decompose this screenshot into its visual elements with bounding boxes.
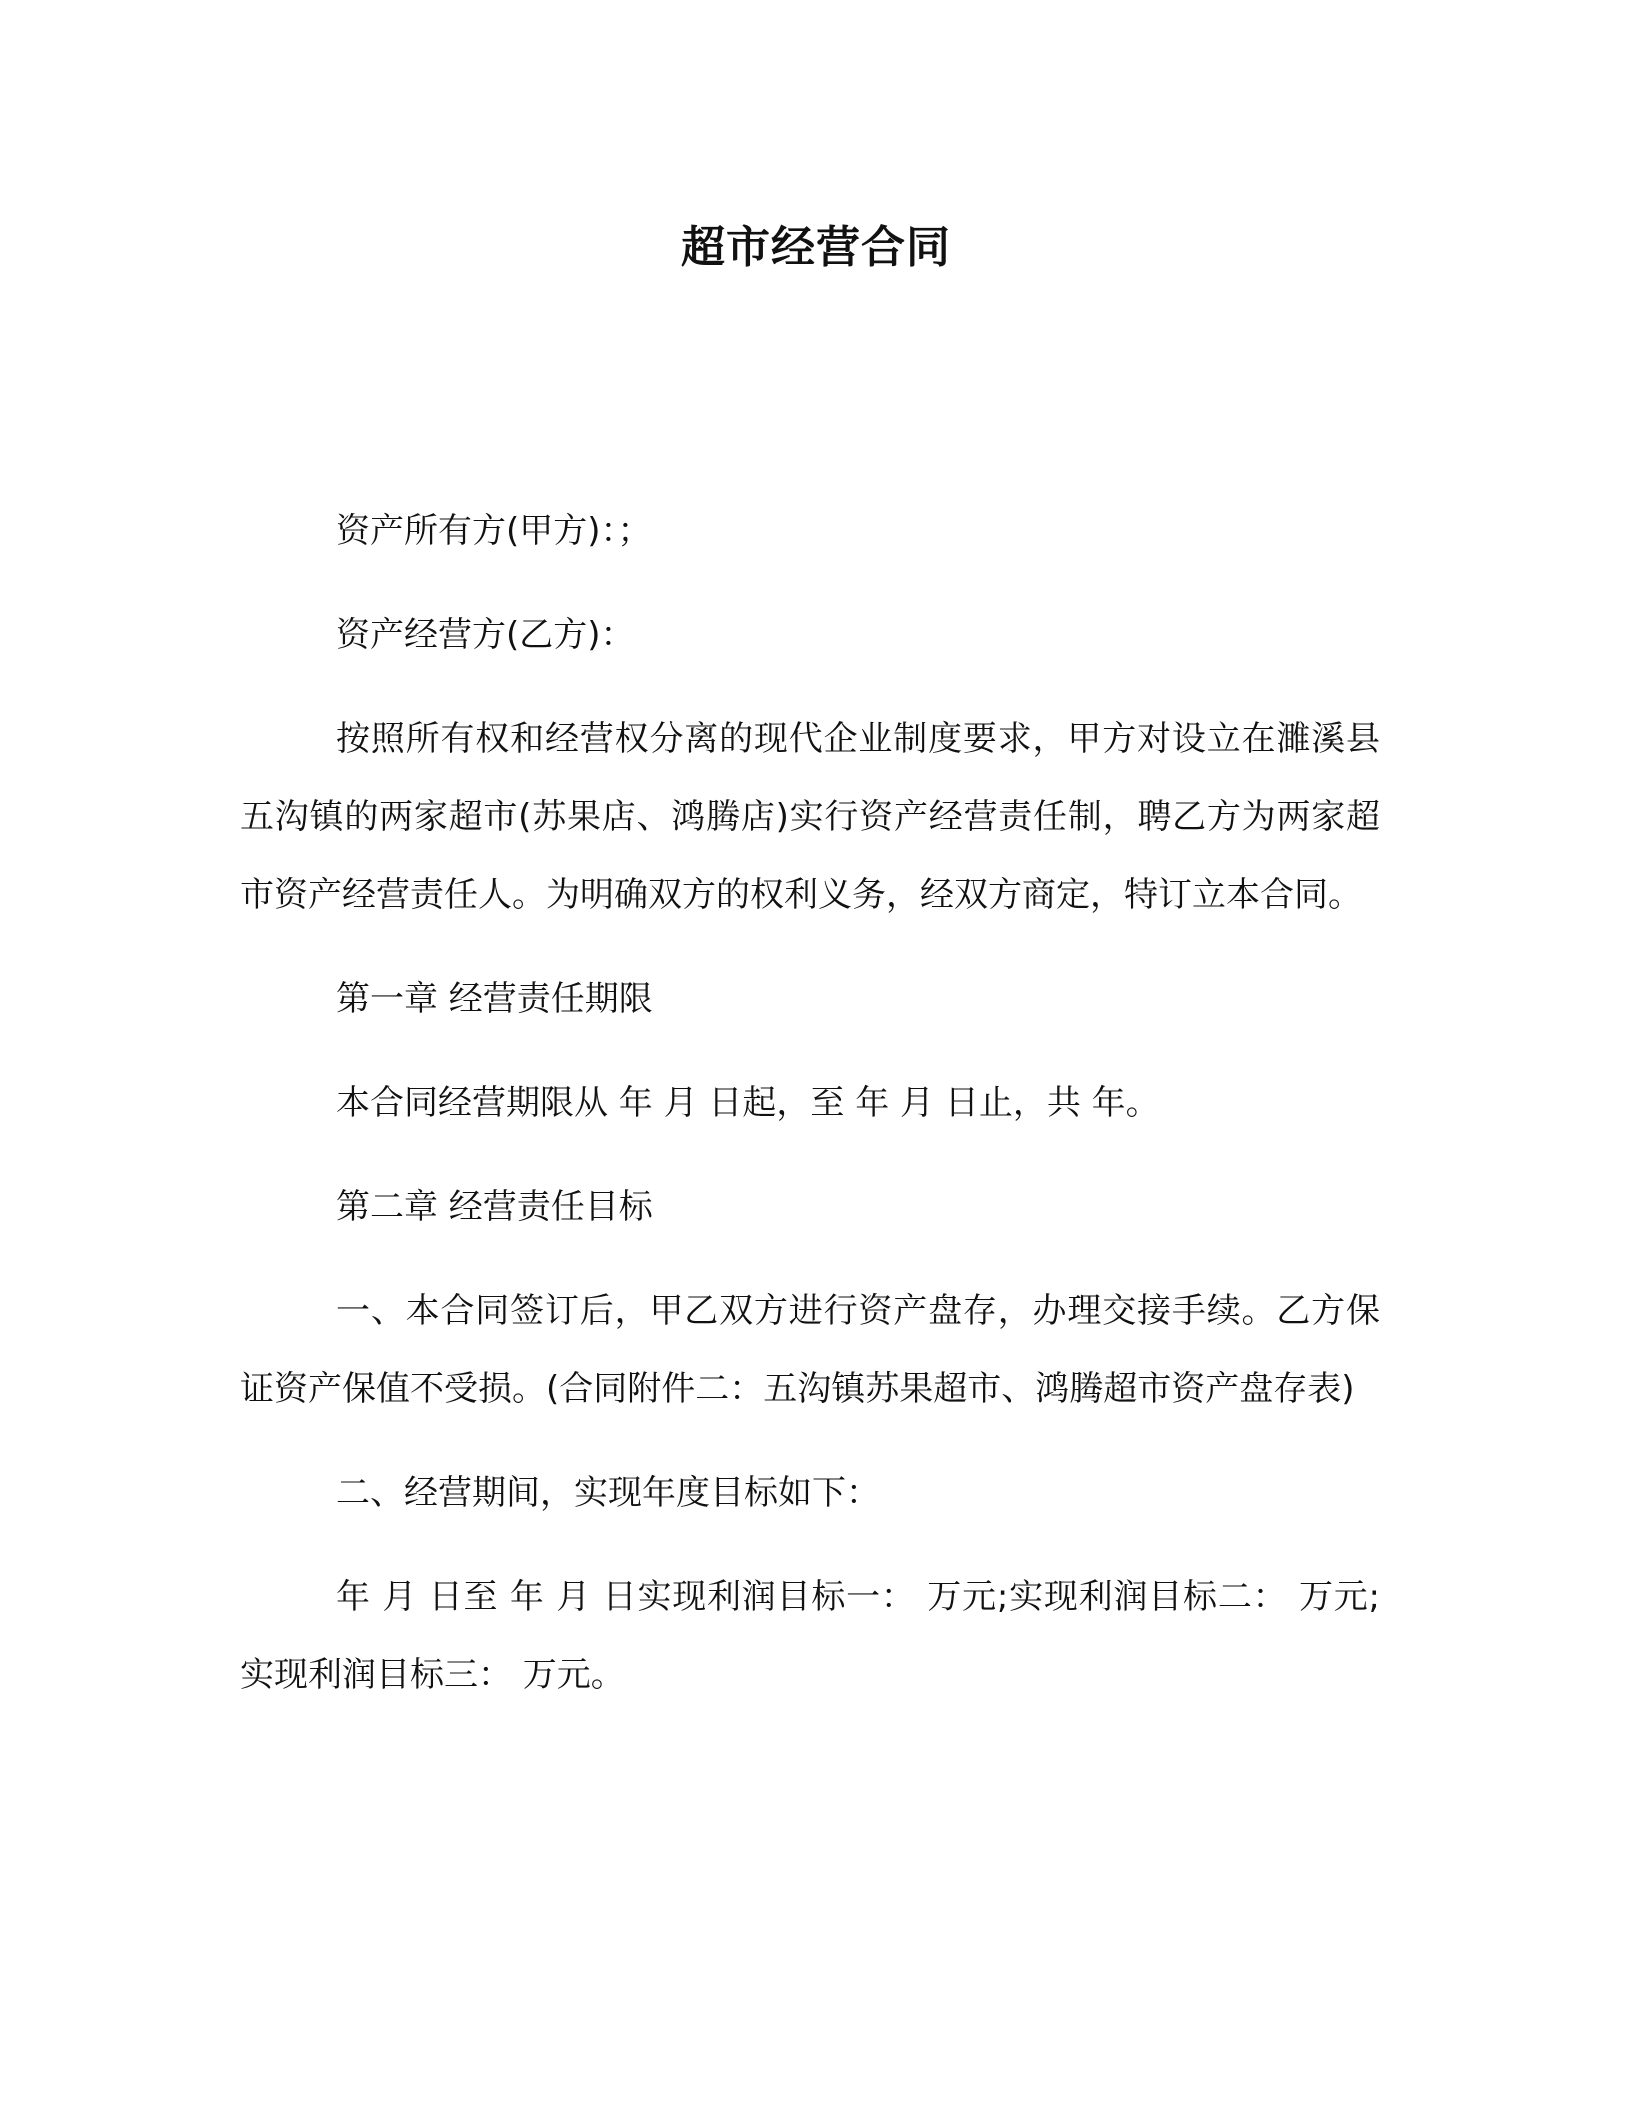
chapter-1-heading: 第一章 经营责任期限 xyxy=(336,979,653,1019)
party-b-line: 资产经营方(乙方)： xyxy=(336,615,635,655)
preamble-paragraph: 按照所有权和经营权分离的现代企业制度要求，甲方对设立在濉溪县五沟镇的两家超市(苏果店、鸿腾店)实行资产经营责任制，聘乙方为两家超市资产经营责任人。为明确双方的权利义务，经双方商定，特订立本合同。 xyxy=(240,719,1380,915)
term-paragraph: 本合同经营期限从 年 月 日起，至 年 月 日止，共 年。 xyxy=(336,1083,1160,1123)
party-a-line: 资产所有方(甲方)：； xyxy=(336,511,652,551)
document-body xyxy=(240,492,1380,1714)
profit-targets-paragraph: 年 月 日至 年 月 日实现利润目标一： 万元;实现利润目标二： 万元;实现利润目标三： 万元。 xyxy=(240,1577,1380,1695)
clause-1-paragraph: 一、本合同签订后，甲乙双方进行资产盘存，办理交接手续。乙方保证资产保值不受损。(合同附件二：五沟镇苏果超市、鸿腾超市资产盘存表) xyxy=(240,1291,1380,1409)
clause-2-paragraph: 二、经营期间，实现年度目标如下： xyxy=(336,1473,880,1513)
document-title: 超市经营合同 xyxy=(681,222,951,273)
chapter-2-heading: 第二章 经营责任目标 xyxy=(336,1187,653,1227)
